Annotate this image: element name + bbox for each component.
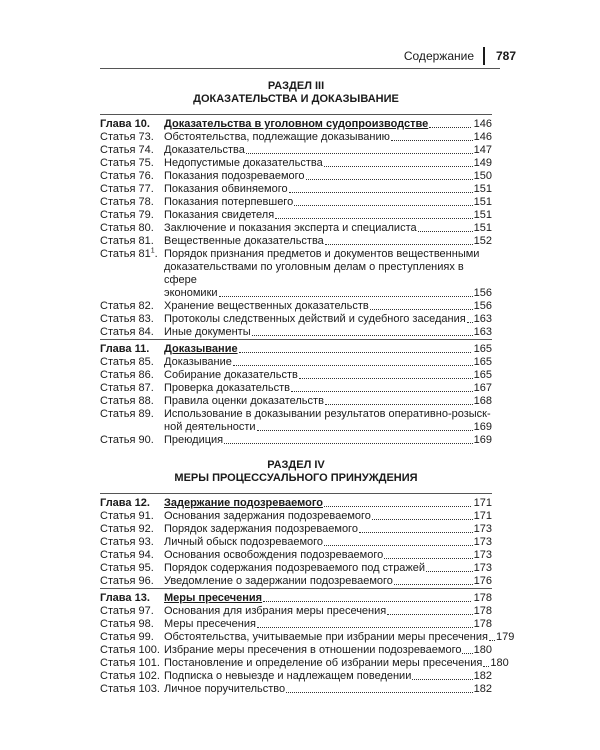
article-body bbox=[164, 326, 492, 339]
article-entry bbox=[100, 356, 492, 369]
section-heading bbox=[100, 459, 492, 485]
article-entry bbox=[100, 683, 492, 696]
article-page: 165 bbox=[473, 369, 492, 381]
article-page: 149 bbox=[473, 157, 492, 169]
chapter-block bbox=[100, 588, 515, 696]
article-page: 169 bbox=[473, 434, 492, 446]
article-body bbox=[164, 209, 492, 222]
dot-leader bbox=[324, 545, 473, 546]
article-title: Иные документы bbox=[164, 326, 251, 338]
article-body bbox=[164, 536, 492, 549]
article-entry bbox=[100, 196, 492, 209]
dot-leader bbox=[233, 365, 473, 366]
chapter-label: Глава 13. bbox=[100, 592, 150, 604]
chapter-page: 146 bbox=[473, 118, 492, 130]
dot-leader bbox=[387, 614, 472, 615]
article-entry bbox=[100, 618, 492, 631]
article-label: Статья 75. bbox=[100, 157, 154, 169]
dot-leader bbox=[289, 192, 473, 193]
article-entry bbox=[100, 631, 515, 644]
chapter-title: Меры пресечения bbox=[164, 592, 263, 604]
article-body bbox=[164, 222, 492, 235]
article-label: Статья 90. bbox=[100, 434, 154, 446]
article-entry bbox=[100, 170, 492, 183]
article-label: Статья 96. bbox=[100, 575, 154, 587]
article-title: Порядок содержания подозреваемого под стражей bbox=[164, 562, 426, 574]
running-header-title: Содержание bbox=[403, 49, 474, 63]
article-label: Статья 88. bbox=[100, 395, 154, 407]
article-label: Статья 78. bbox=[100, 196, 154, 208]
article-page: 146 bbox=[473, 131, 492, 143]
article-body bbox=[164, 562, 492, 575]
dot-leader bbox=[412, 679, 472, 680]
article-body bbox=[164, 157, 492, 170]
article-page: 167 bbox=[473, 382, 492, 394]
dot-leader bbox=[372, 519, 473, 520]
article-title: Правила оценки доказательств bbox=[164, 395, 324, 407]
article-page: 151 bbox=[473, 222, 492, 234]
dot-leader bbox=[275, 218, 472, 219]
article-page: 163 bbox=[473, 313, 493, 325]
article-entry bbox=[100, 222, 492, 235]
dot-leader bbox=[325, 404, 473, 405]
article-label: Статья 73. bbox=[100, 131, 154, 143]
article-body bbox=[164, 575, 492, 588]
dot-leader bbox=[394, 584, 473, 585]
article-label: Статья 102. bbox=[100, 670, 160, 682]
article-title: Уведомление о задержании подозреваемого bbox=[164, 575, 393, 587]
dot-leader bbox=[263, 601, 471, 602]
dot-leader bbox=[429, 127, 470, 128]
article-page: 178 bbox=[473, 618, 492, 630]
article-entry bbox=[100, 657, 509, 670]
article-body bbox=[164, 313, 492, 326]
article-title-line: Использование в доказывании результатов оперативно-розыск- bbox=[164, 408, 491, 420]
article-page: 150 bbox=[473, 170, 492, 182]
page-header bbox=[0, 48, 600, 70]
chapter-title: Задержание подозреваемого bbox=[164, 497, 323, 509]
chapter-label: Глава 11. bbox=[100, 343, 150, 355]
dot-leader bbox=[294, 205, 472, 206]
article-body bbox=[164, 618, 492, 631]
article-label: Статья 86. bbox=[100, 369, 154, 381]
article-entry bbox=[100, 326, 492, 339]
article-entry bbox=[100, 183, 492, 196]
article-body bbox=[164, 523, 492, 536]
article-label: Статья 100. bbox=[100, 644, 160, 656]
article-title-block bbox=[164, 408, 492, 434]
article-title: Вещественные доказательства bbox=[164, 235, 324, 247]
dot-leader bbox=[239, 352, 471, 353]
dot-leader bbox=[384, 558, 472, 559]
dot-leader bbox=[246, 153, 473, 154]
chapter-body bbox=[164, 592, 492, 605]
article-title: Протоколы следственных действий и судебного заседания bbox=[164, 313, 466, 325]
article-page: 151 bbox=[473, 196, 492, 208]
article-entry bbox=[100, 536, 492, 549]
article-label: Статья 87. bbox=[100, 382, 154, 394]
article-label: Статья 103. bbox=[100, 683, 160, 695]
chapter-block bbox=[100, 339, 492, 447]
article-body bbox=[164, 131, 492, 144]
article-page: 156 bbox=[473, 300, 492, 312]
article-entry bbox=[100, 382, 492, 395]
article-title-line: ной деятельности bbox=[164, 421, 256, 433]
article-title: Показания подозреваемого bbox=[164, 170, 305, 182]
article-entry bbox=[100, 549, 492, 562]
article-page: 171 bbox=[473, 510, 492, 522]
article-label: Статья 95. bbox=[100, 562, 154, 574]
article-title-line: Порядок признания предметов и документов вещественными bbox=[164, 248, 480, 260]
article-title: Избрание меры пресечения в отношении подозреваемого bbox=[164, 644, 462, 656]
article-page: 165 bbox=[473, 356, 492, 368]
article-body bbox=[164, 144, 492, 157]
page-number: 787 bbox=[496, 49, 517, 63]
article-page: 173 bbox=[473, 549, 492, 561]
article-body bbox=[164, 549, 492, 562]
chapter-body bbox=[164, 343, 492, 356]
article-entry bbox=[100, 562, 492, 575]
article-page: 168 bbox=[473, 395, 492, 407]
article-entry bbox=[100, 313, 492, 326]
article-entry bbox=[100, 157, 492, 170]
dot-leader bbox=[219, 296, 473, 297]
chapter-body bbox=[164, 497, 492, 510]
article-label: Статья 77. bbox=[100, 183, 154, 195]
article-title: Подписка о невыезде и надлежащем поведении bbox=[164, 670, 412, 682]
article-entry bbox=[100, 209, 492, 222]
article-label: Статья $81^1$. bbox=[100, 247, 158, 260]
article-entry bbox=[100, 434, 492, 447]
article-entry bbox=[100, 408, 492, 434]
article-body bbox=[164, 395, 492, 408]
chapter-entry bbox=[100, 592, 492, 605]
article-title-last-line bbox=[164, 421, 492, 434]
section-title: ДОКАЗАТЕЛЬСТВА И ДОКАЗЫВАНИЕ bbox=[193, 93, 399, 105]
chapter-page: 178 bbox=[473, 592, 492, 604]
article-label-superscript: 1 bbox=[150, 247, 155, 255]
article-title: Показания свидетеля bbox=[164, 209, 275, 221]
section-heading bbox=[100, 80, 492, 106]
chapter-entry bbox=[100, 497, 492, 510]
article-body bbox=[164, 369, 492, 382]
article-title: Основания освобождения подозреваемого bbox=[164, 549, 384, 561]
article-title: Преюдиция bbox=[164, 434, 224, 446]
article-entry bbox=[100, 523, 492, 536]
dot-leader bbox=[325, 244, 473, 245]
article-title: Обстоятельства, учитываемые при избрании меры пресечения bbox=[164, 631, 488, 643]
article-entry bbox=[100, 644, 492, 657]
article-label: Статья 82. bbox=[100, 300, 154, 312]
header-rule bbox=[100, 68, 500, 69]
article-body bbox=[164, 605, 492, 618]
article-label: Статья 80. bbox=[100, 222, 154, 234]
article-entry bbox=[100, 131, 492, 144]
chapter-block bbox=[100, 114, 492, 339]
article-title: Меры пресечения bbox=[164, 618, 256, 630]
dot-leader bbox=[324, 506, 471, 507]
article-body bbox=[164, 683, 492, 696]
dot-leader bbox=[299, 378, 473, 379]
chapter-body bbox=[164, 118, 492, 131]
chapter-title: Доказывание bbox=[164, 343, 238, 355]
article-page: 173 bbox=[473, 523, 492, 535]
article-label: Статья 74. bbox=[100, 144, 154, 156]
article-body bbox=[164, 670, 492, 683]
article-entry bbox=[100, 395, 492, 408]
article-page: 173 bbox=[473, 536, 492, 548]
table-of-contents bbox=[100, 80, 515, 696]
article-title-last-line bbox=[164, 287, 492, 300]
article-entry bbox=[100, 235, 492, 248]
article-label: Статья 76. bbox=[100, 170, 154, 182]
article-title: Показания потерпевшего bbox=[164, 196, 294, 208]
section-gap bbox=[100, 447, 492, 459]
article-body bbox=[164, 657, 509, 670]
article-label: Статья 99. bbox=[100, 631, 154, 643]
article-title: Доказательства bbox=[164, 144, 245, 156]
article-page: 163 bbox=[473, 326, 492, 338]
article-title: Личное поручительство bbox=[164, 683, 286, 695]
dot-leader bbox=[257, 627, 473, 628]
article-page: 151 bbox=[473, 183, 492, 195]
chapter-entry bbox=[100, 118, 492, 131]
dot-leader bbox=[418, 231, 473, 232]
article-label: Статья 91. bbox=[100, 510, 154, 522]
article-title: Обстоятельства, подлежащие доказыванию bbox=[164, 131, 390, 143]
article-title-line: экономики bbox=[164, 287, 218, 299]
article-body bbox=[164, 300, 492, 313]
dot-leader bbox=[359, 532, 473, 533]
article-title: Основания для избрания меры пресечения bbox=[164, 605, 387, 617]
article-body bbox=[164, 235, 492, 248]
article-page: 151 bbox=[473, 209, 492, 221]
article-page: 169 bbox=[473, 421, 492, 433]
section-label: РАЗДЕЛ III bbox=[267, 80, 325, 92]
article-label: Статья 79. bbox=[100, 209, 154, 221]
article-page: 152 bbox=[473, 235, 492, 247]
article-entry bbox=[100, 510, 492, 523]
article-page: 180 bbox=[473, 644, 492, 656]
article-title: Доказывание bbox=[164, 356, 232, 368]
article-page: 182 bbox=[473, 670, 492, 682]
article-body bbox=[164, 382, 492, 395]
article-page: 147 bbox=[473, 144, 492, 156]
article-label: Статья 97. bbox=[100, 605, 154, 617]
article-page: 173 bbox=[473, 562, 492, 574]
section-title: МЕРЫ ПРОЦЕССУАЛЬНОГО ПРИНУЖДЕНИЯ bbox=[174, 472, 418, 484]
article-entry bbox=[100, 575, 492, 588]
article-label: Статья 83. bbox=[100, 313, 154, 325]
dot-leader bbox=[370, 309, 473, 310]
article-body bbox=[164, 170, 492, 183]
article-title: Постановление и определение об избрании меры пресечения bbox=[164, 657, 483, 669]
article-title: Собирание доказательств bbox=[164, 369, 298, 381]
article-page: 179 bbox=[495, 631, 515, 643]
article-entry bbox=[100, 300, 492, 313]
chapter-page: 165 bbox=[473, 343, 492, 355]
article-body bbox=[164, 196, 492, 209]
article-title-block bbox=[164, 248, 492, 300]
dot-leader bbox=[462, 653, 472, 654]
dot-leader bbox=[306, 179, 473, 180]
article-title: Проверка доказательств bbox=[164, 382, 291, 394]
article-title: Показания обвиняемого bbox=[164, 183, 288, 195]
chapter-label: Глава 10. bbox=[100, 118, 150, 130]
article-body bbox=[164, 183, 492, 196]
article-body bbox=[164, 644, 492, 657]
article-page: 180 bbox=[490, 657, 509, 669]
article-body bbox=[164, 631, 514, 644]
article-title-line: доказательствами по уголовным делам о преступлениях в сфере bbox=[164, 261, 464, 286]
article-label: Статья 85. bbox=[100, 356, 154, 368]
dot-leader bbox=[252, 335, 473, 336]
article-label: Статья 92. bbox=[100, 523, 154, 535]
article-label: Статья 94. bbox=[100, 549, 154, 561]
article-title: Недопустимые доказательства bbox=[164, 157, 323, 169]
article-entry bbox=[100, 144, 492, 157]
article-entry bbox=[100, 248, 492, 300]
article-entry bbox=[100, 670, 492, 683]
dot-leader bbox=[291, 391, 473, 392]
article-title: Порядок задержания подозреваемого bbox=[164, 523, 358, 535]
dot-leader bbox=[224, 443, 473, 444]
article-entry bbox=[100, 369, 492, 382]
article-label: Статья 89. bbox=[100, 408, 154, 420]
article-label-suffix: . bbox=[154, 248, 158, 260]
article-title: Заключение и показания эксперта и специалиста bbox=[164, 222, 417, 234]
dot-leader bbox=[324, 166, 473, 167]
section-label: РАЗДЕЛ IV bbox=[267, 459, 325, 471]
article-label: Статья 93. bbox=[100, 536, 154, 548]
dot-leader bbox=[426, 571, 473, 572]
article-entry bbox=[100, 605, 492, 618]
dot-leader bbox=[391, 140, 473, 141]
chapter-title: Доказательства в уголовном судопроизводстве bbox=[164, 118, 429, 130]
dot-leader bbox=[286, 692, 473, 693]
article-title: Личный обыск подозреваемого bbox=[164, 536, 324, 548]
article-label: Статья 98. bbox=[100, 618, 154, 630]
dot-leader bbox=[257, 430, 473, 431]
article-page: 178 bbox=[473, 605, 492, 617]
article-page: 156 bbox=[473, 287, 492, 299]
article-body bbox=[164, 510, 492, 523]
article-body bbox=[164, 356, 492, 369]
article-label: Статья 101. bbox=[100, 657, 160, 669]
article-title: Хранение вещественных доказательств bbox=[164, 300, 369, 312]
chapter-entry bbox=[100, 343, 492, 356]
header-separator bbox=[483, 47, 485, 65]
article-body bbox=[164, 434, 492, 447]
article-label: Статья 81. bbox=[100, 235, 154, 247]
article-page: 176 bbox=[473, 575, 492, 587]
article-title: Основания задержания подозреваемого bbox=[164, 510, 371, 522]
chapter-block bbox=[100, 493, 492, 588]
article-label: Статья 84. bbox=[100, 326, 154, 338]
chapter-label: Глава 12. bbox=[100, 497, 150, 509]
chapter-page: 171 bbox=[473, 497, 492, 509]
article-page: 182 bbox=[473, 683, 492, 695]
